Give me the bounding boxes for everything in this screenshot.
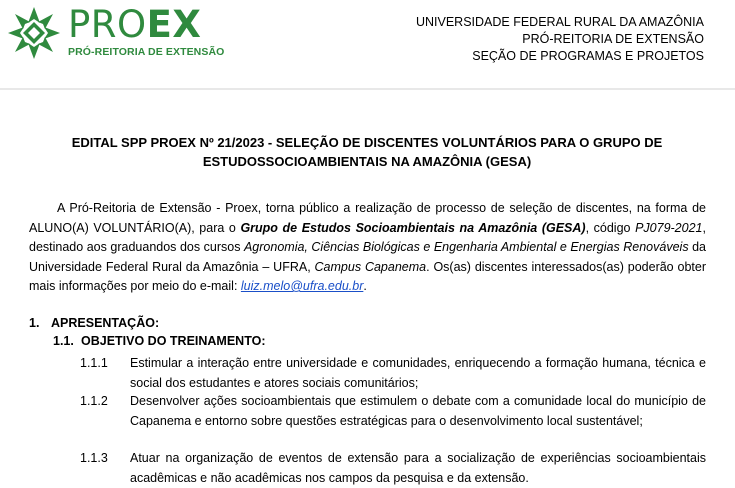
logo-wordmark: [68, 3, 225, 58]
item-number: 1.1.1: [80, 356, 108, 370]
item-text: Desenvolver ações socioambientais que estimulem o debate com a comunidade local do município de Capanema e entorno sobre questões estratégicas para o desenvolvimento local sustentável;: [130, 394, 706, 428]
title-line-2: ESTUDOSSOCIOAMBIENTAIS NA AMAZÔNIA (GESA): [202, 154, 532, 169]
contact-email-link[interactable]: luiz.melo@ufra.edu.br: [240, 279, 364, 293]
logo-subtitle: PRÓ-REITORIA DE EXTENSÃO: [68, 46, 225, 58]
page-header: [0, 0, 735, 95]
courses-list: Agronomia, Ciências Biológicas e Engenharia Ambiental e Energias Renováveis: [243, 240, 689, 254]
logo-word-ex: EX: [146, 3, 202, 46]
intro-paragraph: [29, 199, 706, 297]
list-item: [80, 354, 706, 393]
institution-line-2: PRÓ-REITORIA DE EXTENSÃO: [522, 32, 704, 46]
intro-text-3: , destinado aos graduandos dos cursos: [29, 220, 706, 254]
list-item: [80, 449, 706, 488]
subsection-title: OBJETIVO DO TREINAMENTO:: [81, 334, 266, 348]
project-code: PJ079-2021: [635, 220, 703, 235]
section-heading-1-1: [53, 334, 266, 348]
institution-line-1: UNIVERSIDADE FEDERAL RURAL DA AMAZÔNIA: [415, 15, 704, 29]
section-title: APRESENTAÇÃO:: [51, 316, 160, 330]
institution-line-3: SEÇÃO DE PROGRAMAS E PROJETOS: [472, 49, 704, 63]
group-name: Grupo de Estudos Socioambientais na Amazônia (GESA): [240, 220, 586, 235]
item-number: 1.1.2: [80, 394, 108, 408]
section-heading-1: [29, 316, 159, 330]
intro-text-4: da Universidade Federal Rural da Amazônia – UFRA,: [29, 240, 707, 274]
campus-name: Campus Capanema: [314, 259, 427, 274]
header-divider: [0, 88, 735, 90]
item-number: 1.1.3: [80, 451, 108, 465]
item-text: Estimular a interação entre universidade e comunidades, enriquecendo a formação humana, técnica e social dos estudantes e atores sociais comunitários;: [130, 356, 706, 390]
section-number: 1.: [29, 316, 40, 330]
item-text: Atuar na organização de eventos de extensão para a socialização de experiências socioambientais acadêmicas e não acadêmicas nos campos da pesquisa e da extensão.: [130, 451, 706, 485]
logo-word-pro: PRO: [68, 3, 147, 46]
intro-text-1: A Pró-Reitoria de Extensão - Proex, torna público a realização de processo de seleção de discentes, na forma de ALUNO(A) VOLUNTÁRIO(A), para o: [29, 201, 706, 235]
intro-text-6: .: [363, 279, 367, 293]
intro-text-2: , código: [585, 220, 636, 235]
title-line-1: EDITAL SPP PROEX Nº 21/2023 - SELEÇÃO DE DISCENTES VOLUNTÁRIOS PARA O GRUPO DE: [71, 135, 663, 150]
subsection-number: 1.1.: [53, 334, 74, 348]
institution-block: [416, 14, 704, 65]
proex-star-logo-icon: [6, 5, 62, 61]
intro-text-5: . Os(as) discentes interessados(as) poderão obter mais informações por meio do e-mail:: [29, 259, 706, 293]
document-title: [30, 133, 704, 171]
list-item: [80, 392, 706, 431]
